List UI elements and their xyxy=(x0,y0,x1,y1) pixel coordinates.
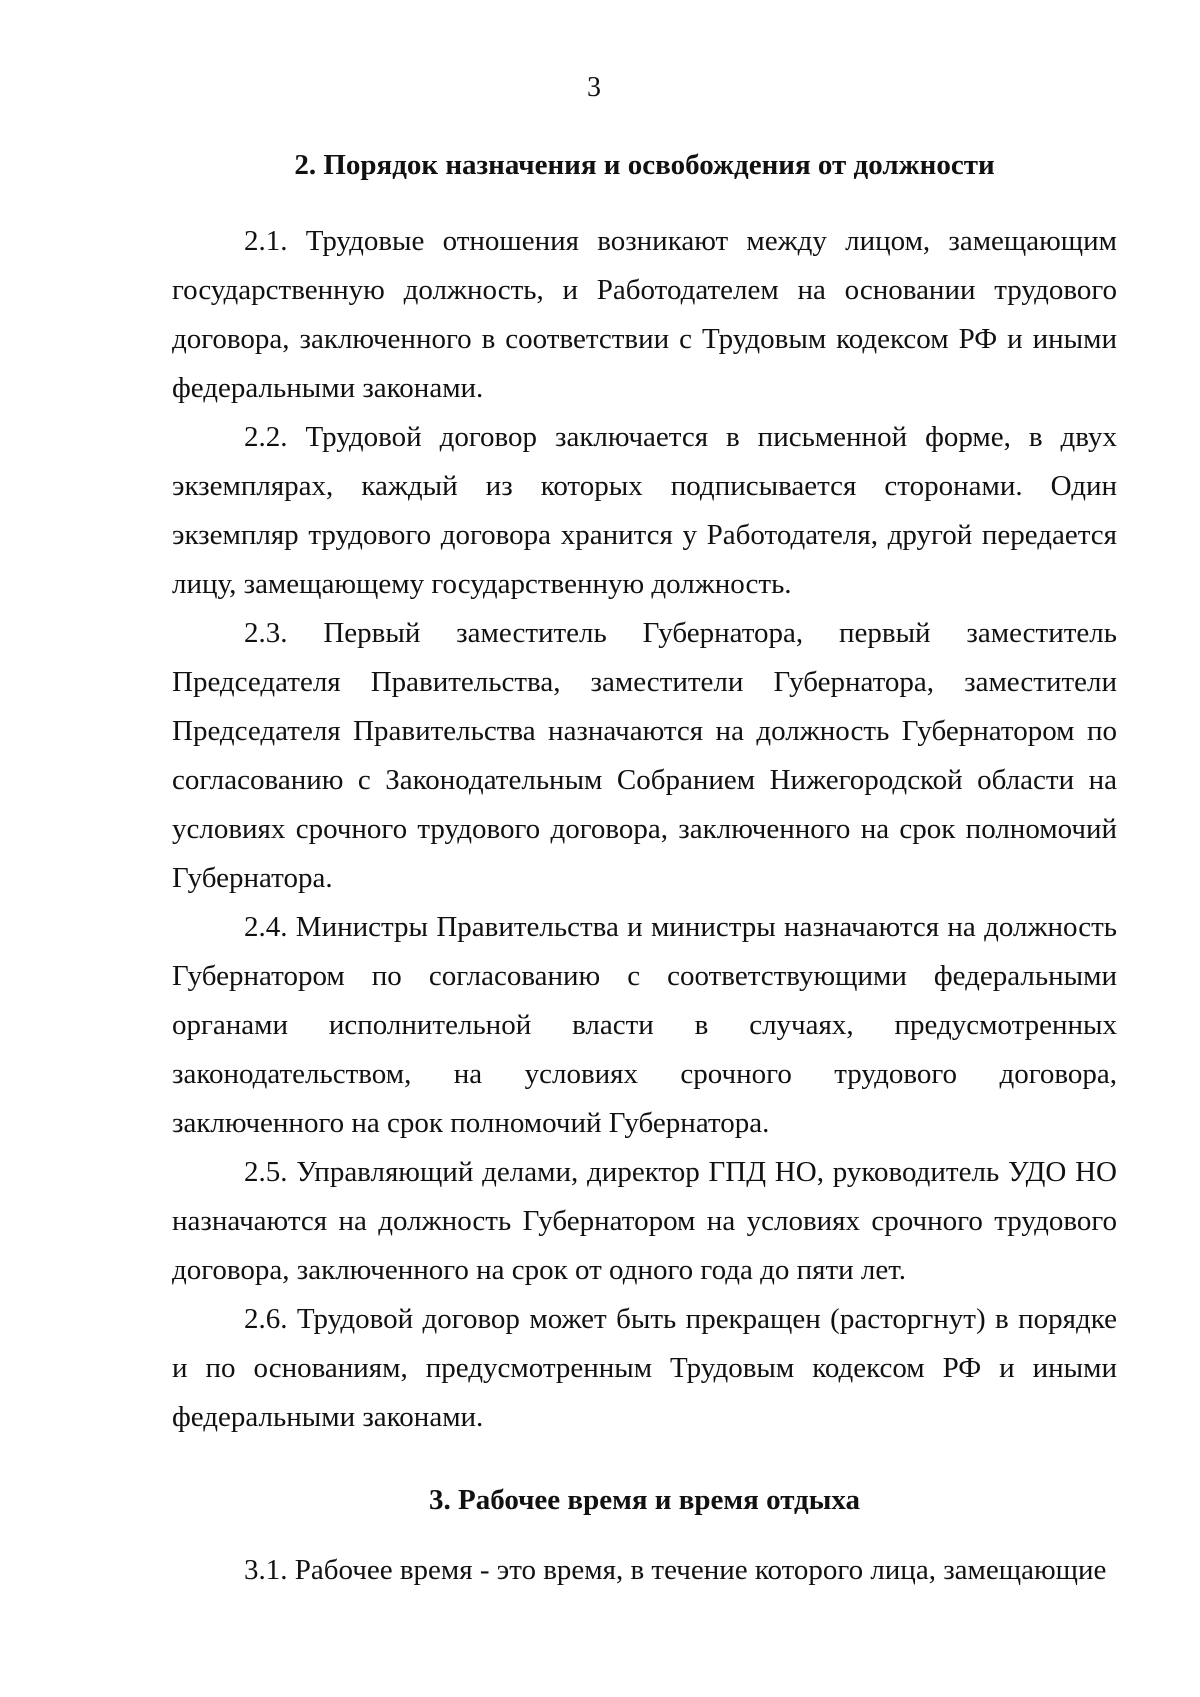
paragraph: 2.3. Первый заместитель Губернатора, первый заместитель Председателя Правительства, заместители Губернатора, заместители Председателя Правительства назначаются на должность Губернатором по согласованию с Законодательным Собранием Нижегородской области на условиях срочного трудового договора, заключенного на срок полномочий Губернатора. xyxy=(172,617,1117,894)
document-body xyxy=(172,145,1117,1595)
section-title: 2. Порядок назначения и освобождения от должности xyxy=(294,149,995,181)
paragraph: 3.1. Рабочее время - это время, в течение которого лица, замещающие xyxy=(244,1554,1107,1586)
paragraph: 2.2. Трудовой договор заключается в письменной форме, в двух экземплярах, каждый из которых подписывается сторонами. Один экземпляр трудового договора хранится у Работодателя, другой передается лицу, замещающему государственную должность. xyxy=(172,421,1117,600)
page-number: 3 xyxy=(587,72,601,103)
section-title: 3. Рабочее время и время отдыха xyxy=(428,1484,860,1516)
paragraph: 2.6. Трудовой договор может быть прекращен (расторгнут) в порядке и по основаниям, предусмотренным Трудовым кодексом РФ и иными федеральными законами. xyxy=(172,1303,1117,1433)
paragraph: 2.5. Управляющий делами, директор ГПД НО, руководитель УДО НО назначаются на должность Губернатором на условиях срочного трудового договора, заключенного на срок от одного года до пяти лет. xyxy=(172,1156,1117,1286)
paragraph: 2.4. Министры Правительства и министры назначаются на должность Губернатором по согласованию с соответствующими федеральными органами исполнительной власти в случаях, предусмотренных законодательством, на условиях срочного трудового договора, заключенного на срок полномочий Губернатора. xyxy=(172,911,1117,1139)
paragraph: 2.1. Трудовые отношения возникают между лицом, замещающим государственную должность, и Работодателем на основании трудового договора, заключенного в соответствии с Трудовым кодексом РФ и иными федеральными законами. xyxy=(172,225,1117,404)
